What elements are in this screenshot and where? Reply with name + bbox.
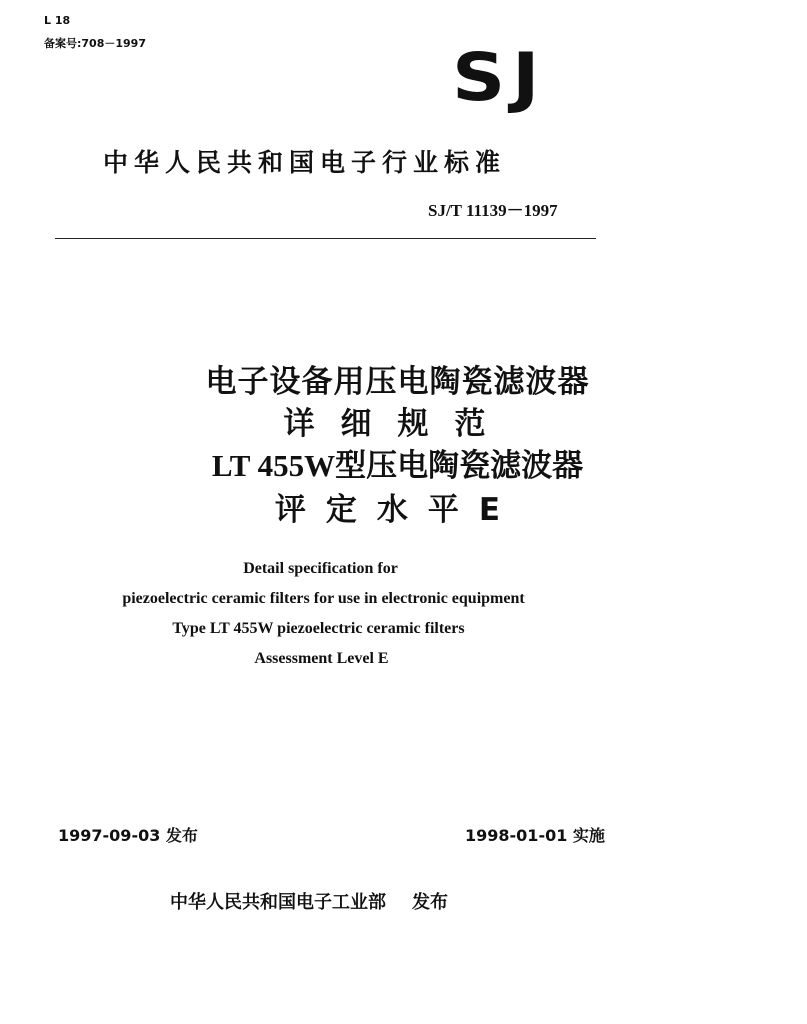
title-cn-line1: 电子设备用压电陶瓷滤波器 bbox=[205, 364, 590, 400]
publisher-line bbox=[170, 888, 448, 914]
publisher-action: 发布 bbox=[412, 892, 448, 913]
publisher-name: 中华人民共和国电子工业部 bbox=[170, 892, 386, 913]
classification-code: L 18 bbox=[44, 14, 71, 27]
title-cn-line3-model: LT 455W bbox=[211, 448, 336, 483]
record-number: 备案号:708－1997 bbox=[44, 37, 146, 50]
title-cn-line4: 评定水平E bbox=[274, 492, 521, 528]
sj-logo: SJ bbox=[452, 39, 547, 116]
issue-date: 1997-09-03 发布 bbox=[58, 826, 198, 845]
standard-number: SJ/T 11139－1997 bbox=[428, 201, 558, 220]
title-cn-line3-text: 型压电陶瓷滤波器 bbox=[335, 448, 584, 484]
standard-organization: 中华人民共和国电子行业标准 bbox=[103, 148, 507, 177]
title-cn-line2: 详细规范 bbox=[283, 406, 512, 442]
implementation-date: 1998-01-01 实施 bbox=[465, 826, 605, 845]
title-cn-line3 bbox=[0, 440, 801, 485]
title-en-line2: piezoelectric ceramic filters for use in electronic equipment bbox=[122, 590, 525, 607]
header-divider bbox=[55, 238, 596, 239]
title-en-line1: Detail specification for bbox=[243, 560, 398, 577]
title-en-line3: Type LT 455W piezoelectric ceramic filters bbox=[172, 620, 465, 637]
title-en-line4: Assessment Level E bbox=[254, 650, 389, 667]
